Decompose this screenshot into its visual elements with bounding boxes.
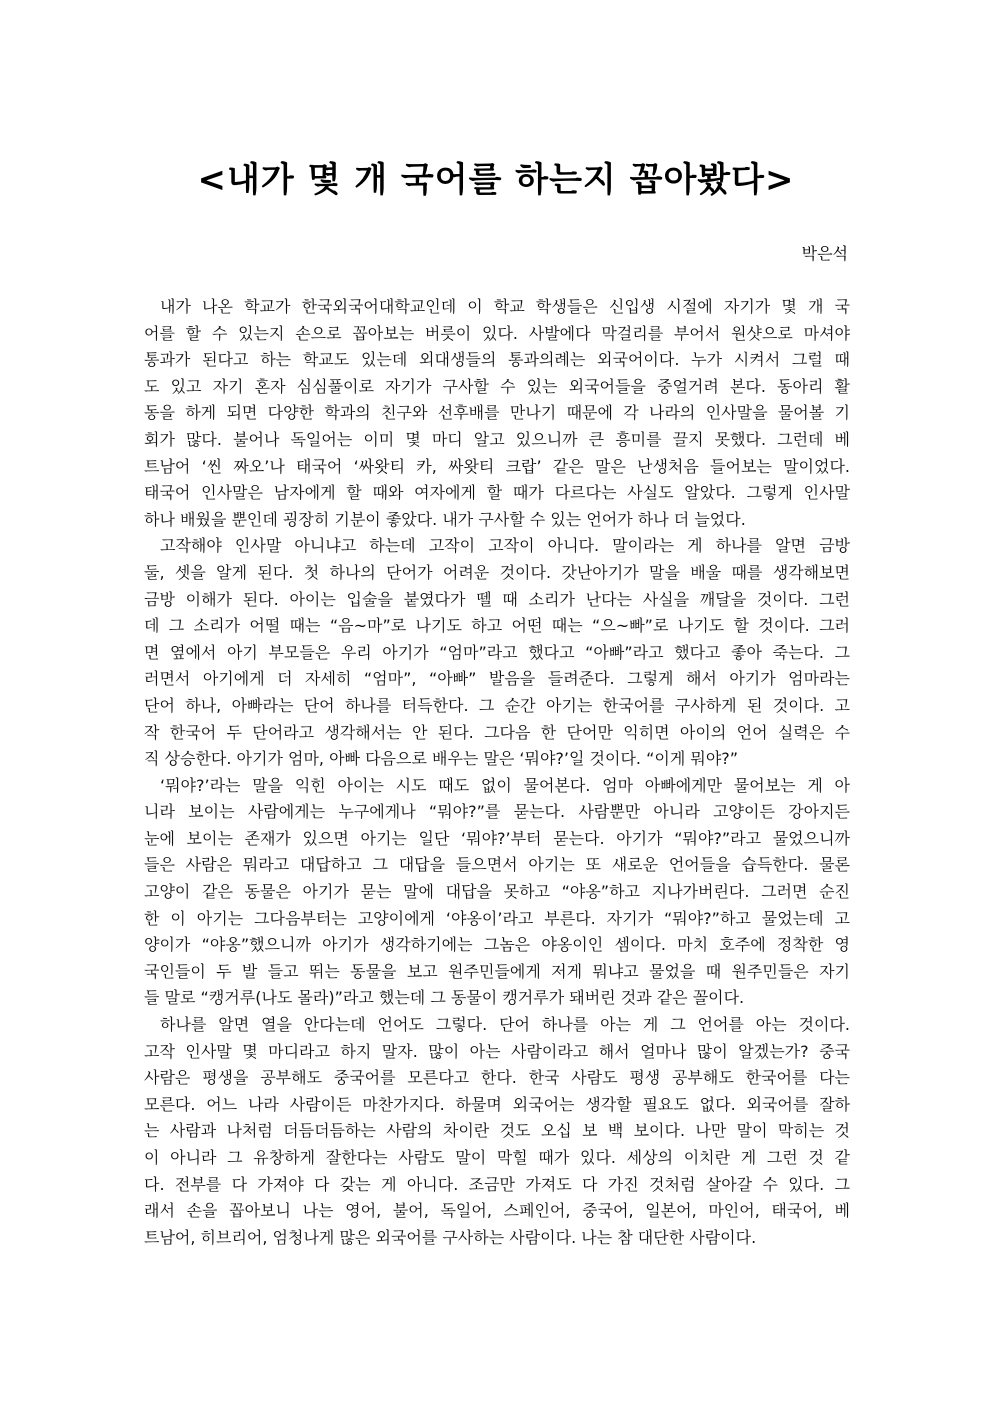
text-line: 국인들이 두 발 들고 뛰는 동물을 보고 원주민들에게 저게 뭐냐고 물었을 때 원주민들은 자기 xyxy=(144,961,850,981)
text-line: 동을 하게 되면 다양한 학과의 친구와 선후배를 만나기 때문에 각 나라의 인사말을 물어볼 기 xyxy=(144,403,850,423)
text-line: 다. 전부를 다 가져야 다 갖는 게 아니다. 조금만 가져도 다 가진 것처럼 살아갈 수 있다. 그 xyxy=(144,1174,850,1194)
text-line: 고양이 같은 동물은 아기가 묻는 말에 대답을 못하고 “야옹”하고 지나가버린다. 그러면 순진 xyxy=(144,882,850,902)
text-line: 단어 하나, 아빠라는 단어 하나를 터득한다. 그 순간 아기는 한국어를 구사하게 된 것이다. 고 xyxy=(144,695,850,715)
text-line: 양이가 “야옹”했으니까 아기가 생각하기에는 그놈은 야옹이인 셈이다. 마치 호주에 정착한 영 xyxy=(144,935,850,955)
text-line: 하나 배웠을 뿐인데 굉장히 기분이 좋았다. 내가 구사할 수 있는 언어가 하나 더 늘었다. xyxy=(144,509,746,529)
text-line: 래서 손을 꼽아보니 나는 영어, 불어, 독일어, 스페인어, 중국어, 일본어, 마인어, 태국어, 베 xyxy=(144,1201,850,1221)
text-line: 니라 보이는 사람에게는 누구에게나 “뭐야?”를 묻는다. 사람뿐만 아니라 고양이든 강아지든 xyxy=(144,802,850,822)
text-line: 태국어 인사말은 남자에게 할 때와 여자에게 할 때가 다르다는 사실도 알았다. 그렇게 인사말 xyxy=(144,483,850,503)
paragraph-1 xyxy=(144,294,850,533)
text-line: 데 그 소리가 어떨 때는 “음~마”로 나기도 하고 어떤 때는 “으~빠”로 나기도 할 것이다. 그러 xyxy=(144,616,850,636)
text-line: 눈에 보이는 존재가 있으면 아기는 일단 ‘뭐야?’부터 묻는다. 아기가 “뭐야?”라고 물었으니까 xyxy=(144,828,850,848)
paragraph-4 xyxy=(144,1012,850,1251)
text-line: 통과가 된다고 하는 학교도 있는데 외대생들의 통과의례는 외국어이다. 누가 시켜서 그럴 때 xyxy=(144,350,850,370)
paragraph-2 xyxy=(144,533,850,772)
text-line: 고작해야 인사말 아니냐고 하는데 고작이 고작이 아니다. 말이라는 게 하나를 알면 금방 xyxy=(160,536,850,556)
text-line: ‘뭐야?’라는 말을 익힌 아이는 시도 때도 없이 물어본다. 엄마 아빠에게만 물어보는 게 아 xyxy=(160,775,850,795)
text-line: 둘, 셋을 알게 된다. 첫 하나의 단어가 어려운 것이다. 갓난아기가 말을 배울 때를 생각해보면 xyxy=(144,562,850,582)
text-line: 사람은 평생을 공부해도 중국어를 모른다고 한다. 한국 사람도 평생 공부해도 한국어를 다는 xyxy=(144,1068,850,1088)
text-line: 트남어 ‘씬 짜오’나 태국어 ‘싸왓티 카, 싸왓티 크랍’ 같은 말은 난생처음 들어보는 말이었다. xyxy=(144,456,850,476)
text-line: 도 있고 자기 혼자 심심풀이로 자기가 구사할 수 있는 외국어들을 중얼거려 본다. 동아리 활 xyxy=(144,376,850,396)
text-line: 이 아니라 그 유창하게 잘한다는 사람도 말이 막힐 때가 있다. 세상의 이치란 게 그런 것 같 xyxy=(144,1148,850,1167)
text-line: 트남어, 히브리어, 엄청나게 많은 외국어를 구사하는 사람이다. 나는 참 대단한 사람이다. xyxy=(144,1227,757,1247)
text-line: 내가 나온 학교가 한국외국어대학교인데 이 학교 학생들은 신입생 시절에 자기가 몇 개 국 xyxy=(160,297,850,316)
author-name: 박은석 xyxy=(801,244,848,263)
text-line: 고작 인사말 몇 마디라고 하지 말자. 많이 아는 사람이라고 해서 얼마나 많이 알겠는가? 중국 xyxy=(144,1041,850,1061)
text-line: 들 말로 “캥거루(나도 몰라)”라고 했는데 그 동물이 캥거루가 돼버린 것과 같은 꼴이다. xyxy=(144,988,745,1008)
document-title: <내가 몇 개 국어를 하는지 꼽아봤다> xyxy=(197,160,795,200)
text-line: 금방 이해가 된다. 아이는 입술을 붙였다가 뗄 때 소리가 난다는 사실을 깨달을 것이다. 그런 xyxy=(144,589,850,609)
text-line: 어를 할 수 있는지 손으로 꼽아보는 버릇이 있다. 사발에다 막걸리를 부어서 원샷으로 마셔야 xyxy=(144,323,850,343)
text-line: 면 옆에서 아기 부모들은 우리 아기가 “엄마”라고 했다고 “아빠”라고 했다고 좋아 죽는다. 그 xyxy=(144,642,850,662)
text-line: 러면서 아기에게 더 자세히 “엄마”, “아빠” 발음을 들려준다. 그렇게 해서 아기가 엄마라는 xyxy=(144,669,850,689)
text-line: 모른다. 어느 나라 사람이든 마찬가지다. 하물며 외국어는 생각할 필요도 없다. 외국어를 잘하 xyxy=(144,1094,850,1114)
text-line: 직 상승한다. 아기가 엄마, 아빠 다음으로 배우는 말은 ‘뭐야?’일 것이다. “이게 뭐야?” xyxy=(144,749,739,769)
document-body xyxy=(144,294,850,1251)
text-line: 한 이 아기는 그다음부터는 고양이에게 ‘야옹이’라고 부른다. 자기가 “뭐야?”하고 물었는데 고 xyxy=(144,908,850,928)
text-line: 회가 많다. 불어나 독일어는 이미 몇 마디 알고 있으니까 큰 흥미를 끌지 못했다. 그런데 베 xyxy=(144,429,850,449)
text-line: 는 사람과 나처럼 더듬더듬하는 사람의 차이란 것도 오십 보 백 보이다. 나만 말이 막히는 것 xyxy=(144,1121,850,1141)
text-line: 들은 사람은 뭐라고 대답하고 그 대답을 들으면서 아기는 또 새로운 언어들을 습득한다. 물론 xyxy=(144,855,850,875)
text-line: 하나를 알면 열을 안다는데 언어도 그렇다. 단어 하나를 아는 게 그 언어를 아는 것이다. xyxy=(160,1015,850,1035)
paragraph-3 xyxy=(144,773,850,1012)
text-line: 작 한국어 두 단어라고 생각해서는 안 된다. 그다음 한 단어만 익히면 아이의 언어 실력은 수 xyxy=(144,722,850,742)
